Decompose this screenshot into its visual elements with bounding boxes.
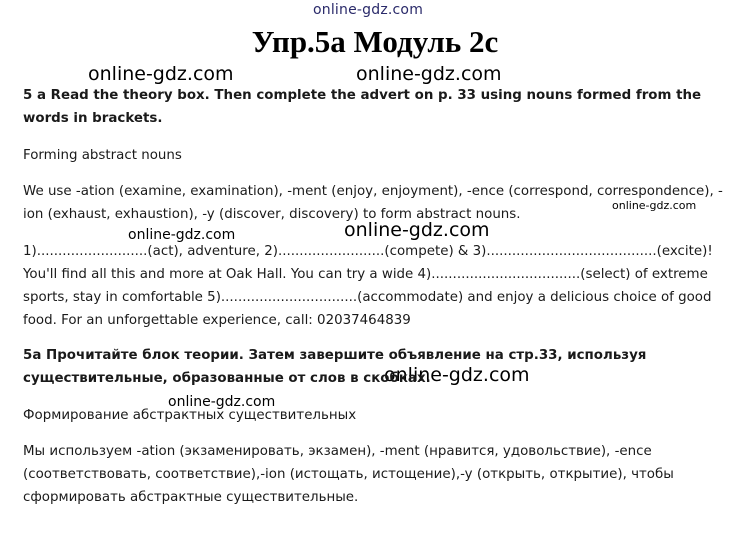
theory-ru: Мы используем -ation (экзаменировать, экзамен), -ment (нравится, удовольствие), -ence (соответствовать, соответствие),-ion (истощать, истощение),-y (открыть, открытие), чтобы сформировать абстрактные существительные.	[23, 444, 674, 505]
advert-en: 1)..........................(act), adventure, 2).........................(compete) & 3)........................................(excite)! You'll find all this and more at Oak Hall. You can try a wide 4)...................................(select) of extreme sports, stay in comfortable 5)................................(accommodate) and enjoy a delicious choice of good food. For an unforgettable experience, call: 02037464839	[23, 244, 713, 328]
watermark-center: online-gdz.com	[344, 219, 490, 241]
theory-en: We use -ation (examine, examination), -ment (enjoy, enjoyment), -ence (correspond, correspondence), -ion (exhaust, exhaustion), -y (discover, discovery) to form abstract nouns.	[23, 184, 723, 222]
watermark-top: online-gdz.com	[313, 2, 424, 18]
watermark-ru-right: online-gdz.com	[384, 364, 530, 386]
page-title: Упр.5a Модуль 2c	[251, 24, 499, 59]
watermark-right: online-gdz.com	[356, 63, 502, 85]
watermark-ru-left: online-gdz.com	[168, 394, 276, 410]
task-en: 5 a Read the theory box. Then complete the advert on p. 33 using nouns formed from the words in brackets.	[23, 88, 702, 126]
task-ru: 5a Прочитайте блок теории. Затем завершите объявление на стр.33, используя существительные, образованные от слов в скобках.	[23, 348, 647, 386]
watermark-left: online-gdz.com	[88, 63, 234, 85]
watermark-small: online-gdz.com	[612, 199, 697, 212]
heading-ru: Формирование абстрактных существительных	[23, 408, 357, 423]
heading-en: Forming abstract nouns	[23, 148, 182, 163]
watermark-mid-left: online-gdz.com	[128, 227, 236, 243]
